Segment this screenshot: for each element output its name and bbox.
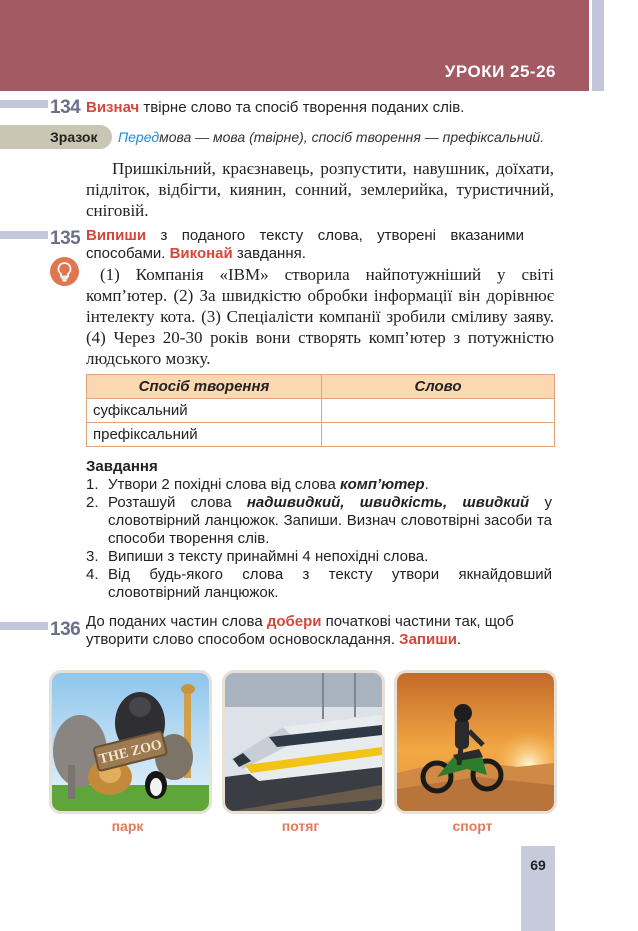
word-formation-table — [86, 374, 555, 447]
table-row — [87, 399, 555, 423]
exercise-135-bar — [0, 231, 48, 239]
sample-label: Зразок — [50, 129, 98, 145]
table-header-row — [87, 375, 555, 399]
task-number: 4. — [86, 566, 99, 583]
table-cell: суфіксальний — [87, 399, 322, 423]
caption-sport: спорт — [452, 818, 493, 834]
exercise-134-words: Пришкільний, краєзнавець, розпустити, навушник, доїхати, підліток, відбігти, киянин, сонний, землерийка, туристичний, сніговій. — [86, 159, 554, 220]
exercise-135-instruction — [86, 227, 524, 263]
exercise-135-number: 135 — [50, 228, 81, 249]
list-item — [86, 494, 552, 548]
header-side-strip — [592, 0, 604, 91]
instruction-text: з поданого тексту слова, утворені вказаними способами. — [86, 227, 524, 262]
lesson-title: УРОКИ 25-26 — [444, 62, 556, 81]
exercise-134-bar — [0, 100, 48, 108]
instruction-verb: Випиши — [86, 227, 147, 244]
exercise-136-bar — [0, 622, 48, 630]
task-keyword: комп’ютер — [339, 476, 425, 493]
exercise-134-number: 134 — [50, 97, 81, 118]
exercise-135-text: (1) Компанія «IBM» створила найпотужніший у світі комп’ютер. (2) За швидкістю обробки інформації він дорівнює інтелекту кота. (3) Спеціалісти компанії зробили сміливу заяву. (4) Через 20-30 років вони створять комп’ютер з потужністю людського мозку. — [86, 265, 554, 368]
caption-park: парк — [111, 818, 144, 834]
table-cell — [322, 423, 555, 447]
task-text: . — [424, 476, 429, 493]
task-text: Випиши з тексту принаймні 4 непохідні слова. — [108, 548, 429, 565]
sample-text — [118, 129, 544, 145]
list-item — [86, 548, 552, 566]
tasks-title: Завдання — [86, 458, 158, 475]
task-text: Розташуй слова — [108, 494, 247, 511]
exercise-136-number: 136 — [50, 619, 81, 640]
train-photo — [222, 670, 385, 814]
task-text: Утвори 2 похідні слова від слова — [108, 476, 340, 493]
zoo-sign-text: THE ZOO — [97, 737, 164, 768]
instruction-verb-2: Виконай — [169, 245, 233, 262]
lightbulb-icon — [50, 257, 79, 286]
page-number: 69 — [530, 857, 546, 873]
instruction-text: До поданих частин слова — [86, 613, 267, 630]
instruction-verb: добери — [266, 613, 322, 630]
task-text: Від будь-якого слова з тексту утвори якнайдовший словотвірний ланцюжок. — [108, 566, 552, 601]
task-number: 1. — [86, 476, 99, 493]
exercise-136-instruction — [86, 613, 536, 649]
table-header: Слово — [322, 375, 555, 399]
table-cell: префіксальний — [87, 423, 322, 447]
task-list — [86, 476, 552, 602]
instruction-text-2: завдання. — [232, 245, 306, 262]
caption-train: потяг — [281, 818, 320, 834]
table-row — [87, 423, 555, 447]
table-cell — [322, 399, 555, 423]
table-header: Спосіб творення — [87, 375, 322, 399]
sample-rest: мова — мова (твірне), спосіб творення — префіксальний. — [159, 129, 545, 145]
list-item — [86, 476, 552, 494]
task-number: 2. — [86, 494, 99, 511]
instruction-end: . — [456, 631, 462, 648]
task-keyword: надшвидкий, швидкість, швидкий — [246, 494, 530, 511]
zoo-photo — [49, 670, 212, 814]
sample-prefix: Перед — [118, 129, 160, 145]
instruction-verb-2: Запиши — [399, 631, 457, 648]
instruction-verb: Визнач — [86, 99, 140, 116]
motocross-photo — [394, 670, 557, 814]
exercise-134-instruction — [86, 99, 464, 117]
task-number: 3. — [86, 548, 99, 565]
instruction-text: твірне слово та спосіб творення поданих слів. — [139, 99, 465, 116]
list-item — [86, 566, 552, 602]
instruction-text-2: початкові частини так, щоб утворити слово способом основоскладання. — [86, 613, 514, 648]
task-text: у словотвірний ланцюжок. Запиши. Визнач словотвірні засоби та способи творення слів. — [108, 494, 552, 547]
